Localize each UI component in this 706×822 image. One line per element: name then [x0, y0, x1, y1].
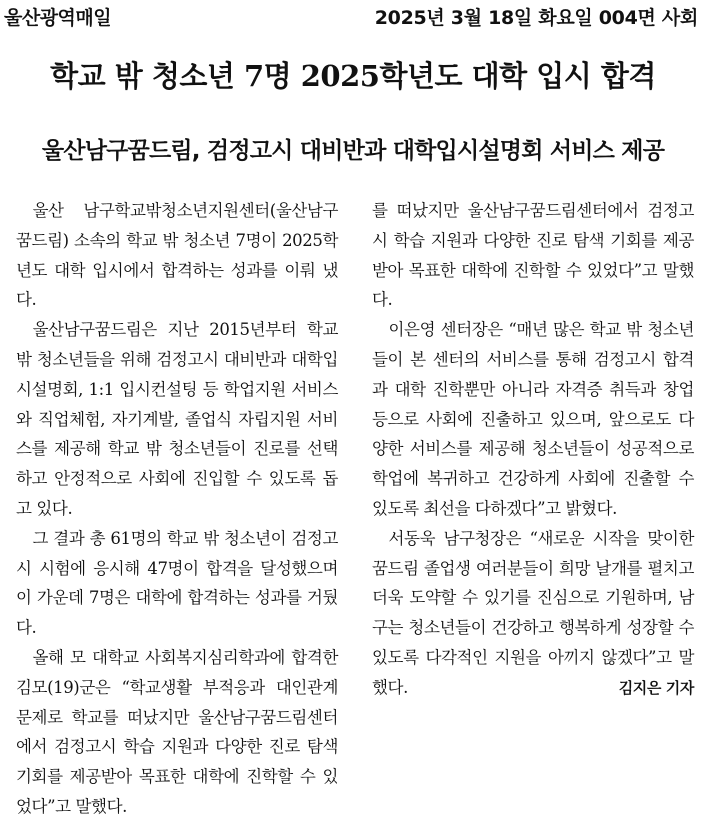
article-paragraph-text: 서동욱 남구청장은 “새로운 시작을 맞이한 꿈드림 졸업생 여러분들이 희망 날개를 펼치고 더욱 도약할 수 있기를 진심으로 기원하며, 남구는 청소년들이 건강하고 행복하게 성장할 수 있도록 다각적인 지원을 아끼지 않겠다”고 말했다.: [372, 528, 694, 697]
article-paragraph-continued: 를 떠났지만 울산남구꿈드림센터에서 검정고시 학습 지원과 다양한 진로 탐색 기회를 제공받아 목표한 대학에 진학할 수 있었다”고 말했다.: [372, 201, 694, 310]
article-paragraph: 울산 남구학교밖청소년지원센터(울산남구꿈드림) 소속의 학교 밖 청소년 7명이 2025학년도 대학 입시에서 합격하는 성과를 이뤄 냈다.: [16, 201, 338, 310]
article-paragraph: 그 결과 총 61명의 학교 밖 청소년이 검정고시 시험에 응시해 47명이 합격을 달성했으며 이 가운데 7명은 대학에 합격하는 성과를 거뒀다.: [16, 528, 338, 638]
article-paragraph: 울산남구꿈드림은 지난 2015년부터 학교 밖 청소년들을 위해 검정고시 대비반과 대학입시설명회, 1:1 입시컨설팅 등 학업지원 서비스와 직업체험, 자기계발, 졸업식 자립지원 서비스를 제공해 학교 밖 청소년들이 진로를 선택하고 안정적으로 사회에 진입할 수 있도록 돕고 있다.: [16, 320, 338, 518]
headline: 학교 밖 청소년 7명 2025학년도 대학 입시 합격: [50, 59, 656, 93]
byline: 김지은 기자: [618, 678, 694, 697]
subheadline: 울산남구꿈드림, 검정고시 대비반과 대학입시설명회 서비스 제공: [41, 138, 665, 164]
article-paragraph-text: 올해 모 대학교 사회복지심리학과에 합격한 김모(19)군은 “학교생활 부적응과 대인관계 문제로 학교를 떠났지만 울산남구꿈드림센터에서 검정고시 학습 지원과 다양한 진로 탐색 기회를 제공받아 목표한 대학에 진학할 수 있었다”고 말했다.: [16, 647, 338, 816]
issue-date-page-section: 2025년 3월 18일 화요일 004면 사회: [374, 7, 698, 29]
masthead: [0, 0, 706, 34]
article-paragraph: [16, 643, 338, 816]
newspaper-name: 울산광역매일: [4, 7, 112, 29]
article-paragraph: [372, 524, 694, 703]
article-paragraph: 이은영 센터장은 “매년 많은 학교 밖 청소년들이 본 센터의 서비스를 통해 검정고시 합격과 대학 진학뿐만 아니라 자격증 취득과 창업 등으로 사회에 진출하고 있으며, 앞으로도 다양한 서비스를 제공해 청소년들이 성공적으로 학업에 복귀하고 건강하게 사회에 진출할 수 있도록 최선을 다하겠다”고 밝혔다.: [372, 320, 694, 518]
article-column-left: [16, 196, 338, 816]
article-column-right: [372, 196, 694, 704]
